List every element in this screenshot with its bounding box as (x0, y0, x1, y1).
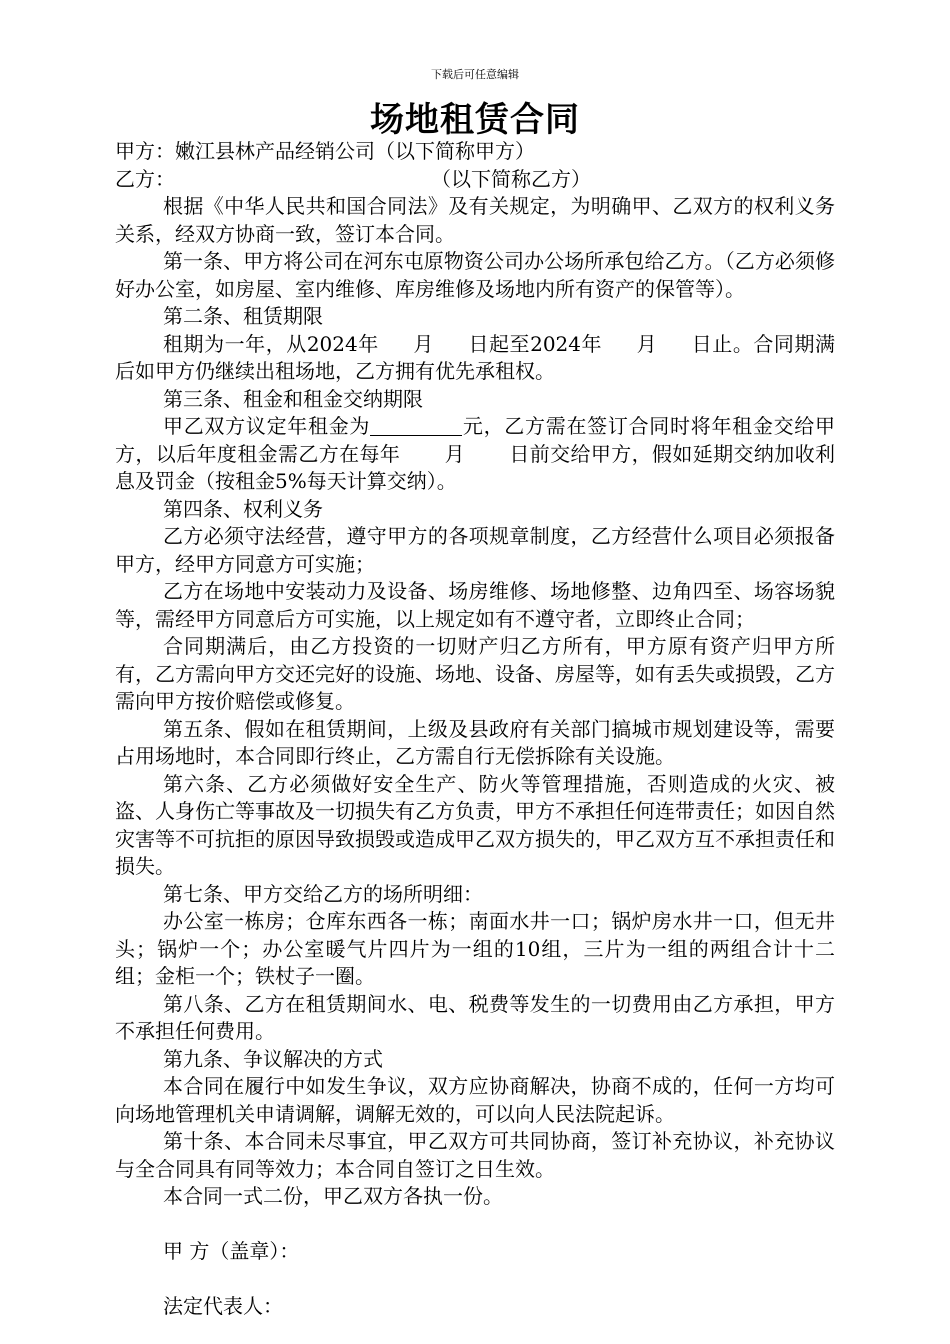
party-b-alias: （以下简称乙方） (431, 166, 591, 191)
article-2-heading: 第二条、租赁期限 (163, 304, 323, 328)
contract-body (115, 138, 835, 1321)
article-7-heading: 第七条、甲方交给乙方的场所明细： (163, 881, 483, 906)
article-4-para-2: 乙方在场地中安装动力及设备、场房维修、场地修整、边角四至、场容场貌等，需经甲方同意后方可实施，以上规定如有不遵守者，立即终止合同； (115, 579, 835, 631)
legal-representative: 法定代表人： (163, 1294, 283, 1318)
article-9-para-1: 本合同在履行中如发生争议，双方应协商解决，协商不成的，任何一方均可向场地管理机关申请调解，调解无效的，可以向人民法院起诉。 (115, 1074, 835, 1126)
article-5: 第五条、假如在租赁期间，上级及县政府有关部门搞城市规划建设等，需要占用场地时，本合同即行终止，乙方需自行无偿拆除有关设施。 (115, 716, 835, 768)
copies-clause: 本合同一式二份，甲乙双方各执一份。 (163, 1184, 503, 1208)
article-3-rent (115, 413, 835, 496)
article-7-para-1: 办公室一栋房；仓库东西各一栋；南面水井一口；锅炉房水井一口，但无井头；锅炉一个；办公室暖气片四片为一组的10组，三片为一组的两组合计十二组；金柜一个；铁杖子一圈。 (115, 909, 835, 988)
article-6: 第六条、乙方必须做好安全生产、防火等管理措施，否则造成的火灾、被盗、人身伤亡等事故及一切损失有乙方负责，甲方不承担任何连带责任；如因自然灾害等不可抗拒的原因导致损毁或造成甲乙双方损失的，甲乙双方互不承担责任和损失。 (115, 771, 835, 878)
download-note: 下载后可任意编辑 (431, 68, 519, 81)
article-1: 第一条、甲方将公司在河东屯原物资公司办公场所承包给乙方。（乙方必须修好办公室，如房屋、室内维修、库房维修及场地内所有资产的保管等）。 (115, 249, 835, 301)
article-2-text-1: 租期为一年，从2024年 (163, 331, 379, 356)
party-a-signature: 甲 方（盖章）： (163, 1239, 300, 1263)
article-8: 第八条、乙方在租赁期间水、电、税费等发生的一切费用由乙方承担，甲方不承担任何费用。 (115, 991, 835, 1043)
article-9-heading: 第九条、争议解决的方式 (163, 1046, 383, 1071)
preamble: 根据《中华人民共和国合同法》及有关规定，为明确甲、乙双方的权利义务关系，经双方协商一致，签订本合同。 (115, 194, 835, 246)
article-3-heading: 第三条、租金和租金交纳期限 (163, 386, 423, 411)
article-2-term (115, 331, 835, 386)
article-2-text-2: 月 (412, 331, 434, 356)
article-2-text-4: 月 (636, 331, 658, 356)
article-4-para-3: 合同期满后，由乙方投资的一切财产归乙方所有，甲方原有资产归甲方所有，乙方需向甲方交还完好的设施、场地、设备、房屋等，如有丢失或损毁，乙方需向甲方按价赔偿或修复。 (115, 634, 835, 713)
party-b-line (115, 166, 835, 194)
article-4-para-1: 乙方必须守法经营，遵守甲方的各项规章制度，乙方经营什么项目必须报备甲方，经甲方同意方可实施； (115, 524, 835, 576)
party-a-line (115, 138, 835, 166)
rent-amount-blank[interactable] (370, 415, 462, 436)
party-a-label: 甲方： (115, 139, 175, 163)
article-3-text-4: 日前交给甲方，假如延期交纳加收利息及罚金（按租金5%每天计算交纳）。 (115, 441, 835, 493)
article-3-text-2: 元，乙方需在签订合同时将年租金交给甲方，以后年度租金需乙方在每年 (115, 414, 836, 466)
party-b-label: 乙方： (115, 166, 175, 191)
article-2-text-3: 日起至2024年 (467, 331, 603, 356)
party-a-name: 嫩江县林产品经销公司（以下简称甲方） (175, 139, 535, 163)
page-title: 场地租赁合同 (370, 100, 580, 140)
article-10: 第十条、本合同未尽事宜，甲乙双方可共同协商，签订补充协议，补充协议与全合同具有同等效力；本合同自签订之日生效。 (115, 1129, 835, 1181)
article-3-text-1: 甲乙双方议定年租金为 (163, 414, 371, 438)
article-3-text-3: 月 (444, 441, 465, 466)
article-4-heading: 第四条、权利义务 (163, 496, 323, 521)
article-2-text-5: 日止。合同期满后如甲方仍继续出租场地，乙方拥有优先承租权。 (115, 331, 836, 383)
